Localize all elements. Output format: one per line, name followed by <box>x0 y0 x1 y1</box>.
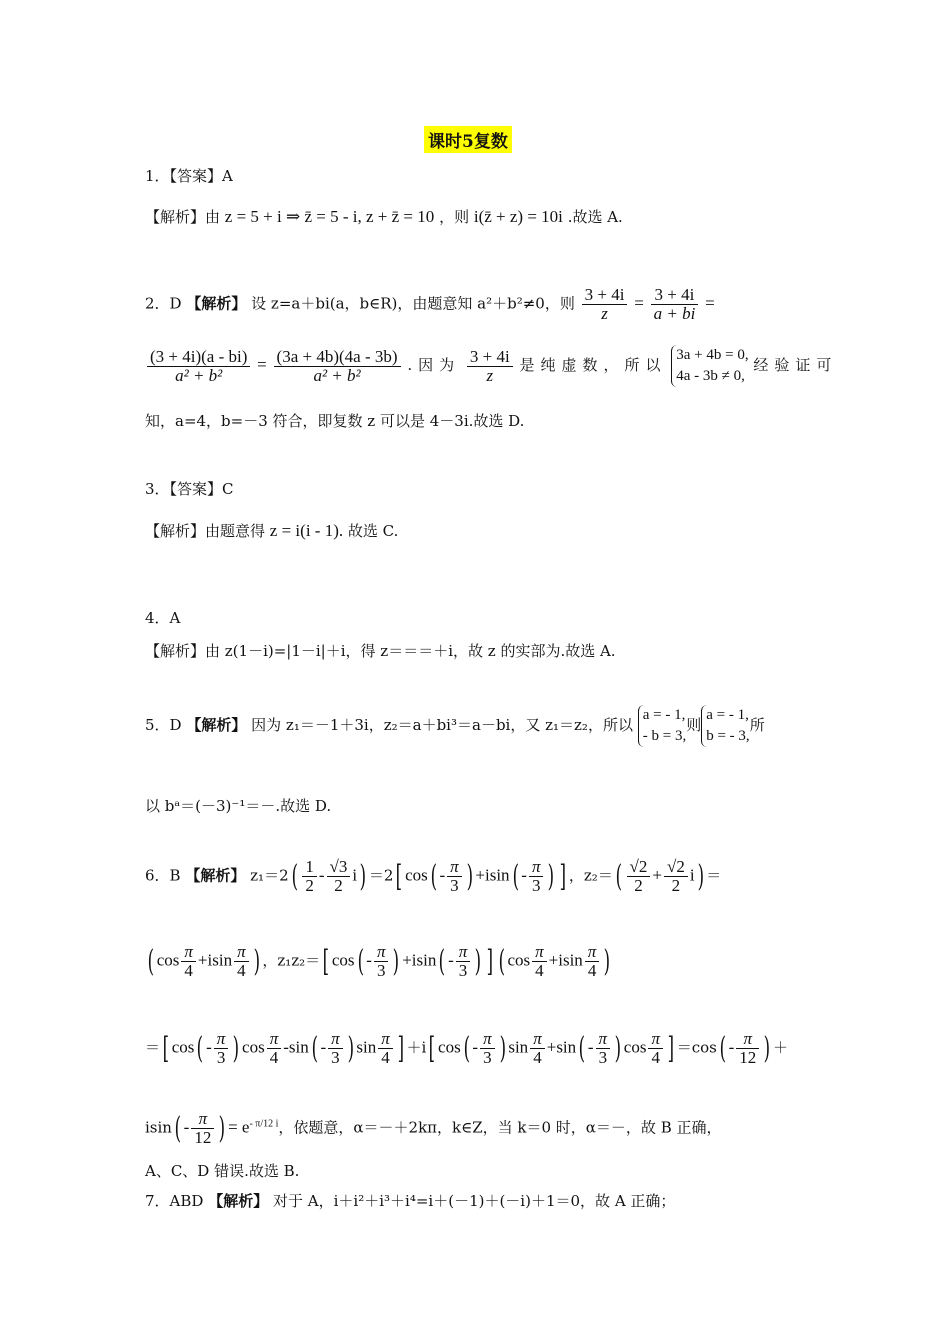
q2-text4: 经验证可 <box>753 356 838 374</box>
q2-label: 【解析】 <box>186 294 247 313</box>
q6-line5: A、C、D 错误.故选 B. <box>145 1162 300 1180</box>
q7-line1: 7．ABD 【解析】 对于 A，i＋i²＋i³＋i⁴=i＋(－1)＋(－i)＋1＝0，故 A 正确； <box>145 1192 676 1210</box>
q2-head: 2．D <box>145 294 182 313</box>
q2-frac5: $\frac{3 + 4i}{z}$ <box>467 348 513 385</box>
q3-analysis: 【解析】由题意得 z = i(i - 1). 故选 C. <box>145 521 399 540</box>
q2-line1: 2．D 【解析】 设 z=a＋bi(a，b∈R)，由题意知 a²＋b²≠0，则 $\frac{3 + 4i}{z}$ = $\frac{3 + 4i}{a + bi}$ = <box>145 285 715 323</box>
q2-frac4: $\frac{(3a + 4b)(4a - 3b)}{\text{a² + b²}}$ <box>274 348 401 385</box>
q6-line2: ( cos $\frac{\pi}{4}$ +isin $\frac{\pi}{4}$ ) ，z₁z₂＝[ cos( - $\frac{\pi}{3}$ ) +isin( - $\frac{\pi}{3}$ ) ] ( cos $\frac{\pi}{4}$ +isin $\frac{\pi}{4}$ ) <box>147 942 611 980</box>
q5-label: 【解析】 <box>186 716 247 734</box>
q5-line2: 以 bᵃ＝(－3)⁻¹＝－.故选 D. <box>145 797 332 815</box>
q5-system-b: a = - 1, b = - 3, <box>701 705 749 747</box>
q1-analysis-label: 【解析】由 <box>145 208 221 226</box>
page-title: 课时5复数 <box>424 126 512 153</box>
q1-formula: z = 5 + i ⇒ z̄ = 5 - i, z + z̄ = 10 <box>224 207 435 226</box>
q6-line4: isin( - $\frac{\pi}{12}$ ) = $e^{- \pi/12 i}$，依题意，α＝－＋2kπ，k∈Z，当 k＝0 时，α＝－，故 B 正确， <box>145 1109 722 1147</box>
q2-frac2: $\frac{3 + 4i}{a + bi}$ <box>651 286 699 323</box>
q2-text3: 是纯虚数，所以 <box>519 356 667 374</box>
q6-line3: ＝[ cos( - $\frac{\pi}{3}$ ) cos $\frac{\pi}{4}$ -sin( - $\frac{\pi}{3}$ ) sin $\frac{\pi}{4}$ ] ＋i[ cos( - $\frac{\pi}{3}$ ) sin $\frac{\pi}{4}$ +sin( - $\frac{\pi}{3}$ ) cos $\frac{\pi}{4}$ ] ＝cos( - $\frac{\pi}{12}$ ) ＋ <box>145 1029 788 1067</box>
q2-line2: $\frac{(3 + 4i)(a - bi)}{\text{a² + b²}}$ = $\frac{(3a + 4b)(4a - 3b)}{\text{a² + b²}}$ .因为 $\frac{3 + 4i}{z}$ 是纯虚数，所以 3a + 4b = 0, 4a - 3b ≠ 0, 经验证可 <box>145 345 837 387</box>
q1-tail: .故选 A. <box>567 208 623 226</box>
q5-system-a: a = - 1, - b = 3, <box>638 705 686 747</box>
q2-line3: 知，a=4，b=－3 符合，即复数 z 可以是 4－3i.故选 D. <box>145 412 525 430</box>
q1-analysis <box>145 206 623 227</box>
q2-text2: .因为 <box>407 356 461 374</box>
q1-result: i(z̄ + z) = 10i <box>473 207 563 226</box>
q6-line1: 6．B 【解析】 z₁＝2( $\frac{1}{2}$ - $\frac{√3}{2}$ i) ＝2[ cos( - $\frac{\pi}{3}$ ) +isin( - $\frac{\pi}{3}$ ) ] ，z₂＝( $\frac{√2}{2}$ + $\frac{√2}{2}$ i) ＝ <box>145 857 722 895</box>
q5-line1: 5．D 【解析】 因为 z₁＝－1＋3i，z₂＝a＋bi³＝a－bi，又 z₁＝z₂，所以 a = - 1, - b = 3, 则 a = - 1, b = - 3, 所 <box>145 705 765 747</box>
q4-head: 4．A <box>145 609 181 627</box>
q2-frac3: $\frac{(3 + 4i)(a - bi)}{\text{a² + b²}}$ <box>147 348 250 385</box>
q3-formula: z = i(i - 1). <box>269 521 344 540</box>
q2-system: 3a + 4b = 0, 4a - 3b ≠ 0, <box>671 345 748 387</box>
q2-frac1: $\frac{3 + 4i}{z}$ <box>582 286 628 323</box>
q4-analysis: 【解析】由 z(1－i)=|1－i|＋i，得 z＝＝＝＋i，故 z 的实部为.故选 A. <box>145 642 616 660</box>
q1-then: ，则 <box>439 208 470 226</box>
q5-text1: 因为 z₁＝－1＋3i，z₂＝a＋bi³＝a－bi，又 z₁＝z₂，所以 <box>251 716 633 734</box>
q3-answer: 3．【答案】C <box>145 480 234 498</box>
q5-head: 5．D <box>145 716 182 734</box>
q1-answer: 1．【答案】A <box>145 167 233 185</box>
q2-text1: 设 z=a＋bi(a，b∈R)，由题意知 a²＋b²≠0，则 <box>251 294 575 313</box>
